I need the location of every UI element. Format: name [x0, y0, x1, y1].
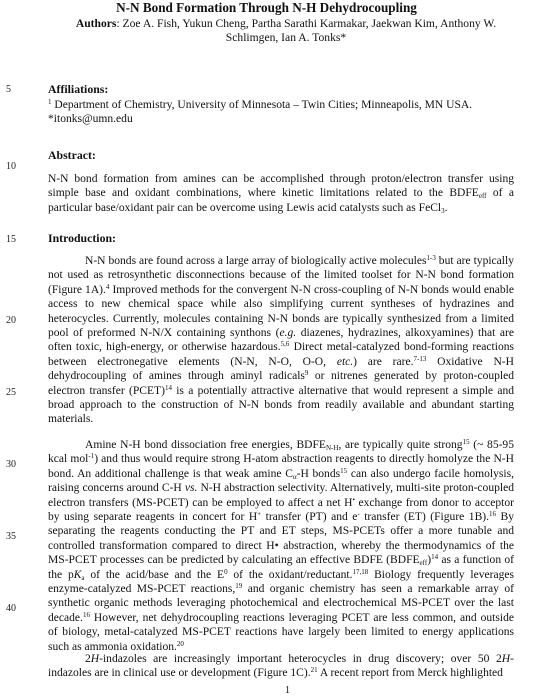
line-number: 30 — [6, 459, 16, 470]
intro-paragraph-3: 2H-indazoles are increasingly important heterocycles in drug discovery; over 50 2H-indazoles are in clinical use or development (Figure 1C).$^{21}$ A recent report from Merck highlighted — [48, 653, 514, 680]
affiliation-text: Department of Chemistry, University of Minnesota – Twin Cities; Minneapolis, MN USA. — [51, 99, 473, 111]
authors-label: Authors — [75, 17, 117, 30]
line-number: 20 — [6, 315, 16, 326]
line-number: 5 — [6, 84, 11, 95]
line-number: 15 — [6, 234, 16, 245]
affiliation-marker: 1 — [48, 98, 52, 106]
abstract-heading: Abstract: — [48, 148, 96, 162]
introduction-heading: Introduction: — [48, 231, 116, 245]
abstract-text: N-N bond formation from amines can be accomplished through proton/electron transfer using simple base and oxidant combinations, where kinetic limitations related to the $BDFE_{eff}$ of a particular base/oxidant pair can be overcome using Lewis acid catalysts such as FeCl$_3$. — [48, 173, 514, 215]
paper-title: N-N Bond Formation Through N-H Dehydrocoupling — [116, 0, 417, 15]
authors-line — [56, 17, 516, 45]
line-number: 25 — [6, 387, 16, 398]
page-number: 1 — [285, 685, 290, 696]
intro-paragraph-2: Amine N-H bond dissociation free energies, $BDFE_{N-H}$, are typically quite strong$^{15}$ (~ 85-95 kcal mol$^{-1}$) and thus would require strong H-atom abstraction reagents to directly homolyze the N-H bond. An additional challenge is that weak amine $C_\alpha-H$ bonds$^{15}$ can also undergo facile homolysis, raising concerns around C-H vs. N-H abstraction selectivity. Alternatively, multi-site proton-coupled electron transfers (MS-PCET) can be employed to affect a net H• exchange from donor to acceptor by using separate reagents in concert for H+ transfer (PT) and e- transfer (ET) (Figure 1B).$^{16}$ By separating the reagents conducting the PT and ET steps, MS-PCETs offer a more tunable and controlled transformation compared to direct H• abstraction, whereby the thermodynamics of the MS-PCET processes can be predicted by calculating an effective BDFE $(BDFE_{eff})^{14}$ as a function of the $pK_a$ of the acid/base and the $E^0$ of the oxidant/reductant.$^{17,18}$ Biology frequently leverages enzyme-catalyzed MS-PCET reactions,$^{19}$ and organic chemistry has seen a remarkable array of synthetic organic methods leveraging photochemical and electrochemical MS-PCET over the last decade.$^{16}$ However, net dehydrocoupling reactions leveraging PCET are less common, and outside of biology, metal-catalyzed MS-PCET reactions have largely been limited to energy applications such as ammonia oxidation.$^{20}$ — [48, 438, 514, 653]
affiliations-heading: Affiliations: — [48, 82, 109, 96]
line-number: 10 — [6, 161, 16, 172]
line-number: 35 — [6, 531, 16, 542]
authors-list: : Zoe A. Fish, Yukun Cheng, Partha Sarathi Karmakar, Jaekwan Kim, Anthony W. Schlimgen, Ian A. Tonks* — [116, 17, 497, 44]
corresponding-email: *itonks@umn.edu — [48, 113, 133, 126]
line-number: 40 — [6, 603, 16, 614]
intro-paragraph-1: N-N bonds are found across a large array of biologically active molecules$^{1-3}$ but are typically not used as retrosynthetic disconnections because of the limited toolset for N-N bond formation (Figure 1A).$^4$ Improved methods for the convergent N-N cross-coupling of N-N bonds would enable access to new chemical space while also simplifying current syntheses of hydrazines and heterocycles. Currently, molecules containing N-N bonds are typically synthesized from a limited pool of preformed N-N/X containing synthons (e.g. diazenes, hydrazines, alkoxyamines) that are often toxic, high-energy, or otherwise hazardous.$^{5,6}$ Direct metal-catalyzed bond-forming reactions between electronegative elements (N-N, N-O, O-O, etc.) are rare.$^{7-13}$ Oxidative N-H dehydrocoupling of amines through aminyl radicals$^9$ or nitrenes generated by proton-coupled electron transfer (PCET)$^{14}$ is a potentially attractive alternative that would represent a simple and broad approach to the construction of N-N bonds from readily available and abundant starting materials. — [48, 254, 515, 426]
affiliation — [48, 98, 514, 127]
